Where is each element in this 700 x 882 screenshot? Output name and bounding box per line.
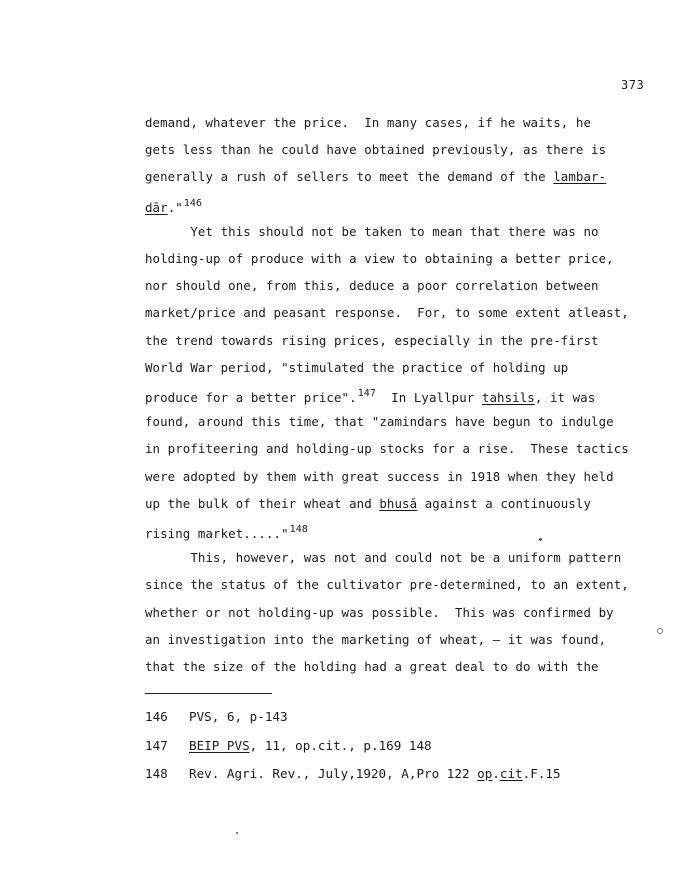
underlined-term: op: [477, 766, 493, 781]
body-line: [145, 253, 614, 265]
body-line: [145, 443, 629, 455]
footnote-separator: [145, 693, 272, 694]
text-run: , 11, op.cit., p.169 148: [249, 737, 432, 753]
body-line: [145, 280, 599, 292]
text-run: that the size of the holding had a great deal to do with the: [145, 659, 599, 674]
scan-speck: [657, 628, 663, 634]
underlined-term: lambar-: [553, 169, 607, 185]
footnote-number: 147: [145, 737, 168, 753]
body-line: [145, 525, 308, 540]
body-line: [145, 117, 591, 129]
footnote-number: 148: [145, 766, 168, 781]
body-line: [145, 359, 569, 375]
footnote: [145, 737, 432, 753]
text-run: an investigation into the marketing of wheat, — it was found,: [145, 631, 607, 647]
text-run: in profiteering and holding-up stocks for a rise. These tactics: [145, 441, 629, 457]
body-line: [145, 552, 621, 564]
footnote: [145, 768, 561, 781]
body-line: [145, 307, 629, 319]
text-run: found, around this time, that "zamindars have begun to indulge: [145, 414, 614, 430]
text-run: .": [167, 199, 183, 215]
text-run: .F.15: [522, 766, 561, 781]
text-run: were adopted by them with great success in 1918 when they held: [145, 468, 614, 484]
text-run: Yet this should not be taken to mean that there was no: [145, 223, 599, 239]
text-run: , it was: [534, 390, 596, 405]
underlined-term: cit: [499, 766, 523, 781]
text-run: produce for a better price".: [145, 390, 357, 405]
body-line: [145, 199, 202, 214]
underlined-term: tahsils: [481, 390, 535, 405]
text-run: since the status of the cultivator pre-determined, to an extent,: [145, 577, 629, 593]
text-run: nor should one, from this, deduce a poor correlation between: [145, 278, 599, 294]
underlined-term: bhusā: [379, 495, 418, 511]
body-line: [145, 495, 592, 511]
underlined-term: dār: [145, 199, 168, 215]
footnote: [145, 711, 288, 724]
text-run: against a continuously: [417, 495, 592, 511]
text-run: rising market.....": [145, 526, 289, 541]
text-run: demand, whatever the price. In many cases, if he waits, he: [145, 115, 592, 130]
body-line: [145, 631, 607, 647]
body-line: [145, 389, 595, 404]
body-line: [145, 604, 614, 620]
text-run: the trend towards rising prices, especially in the pre-first: [145, 332, 599, 348]
underlined-term: BEIP PVS: [189, 737, 250, 753]
text-run: In Lyallpur: [376, 390, 482, 405]
text-run: up the bulk of their wheat and: [145, 495, 380, 511]
scan-speck: [236, 832, 238, 834]
text-run: gets less than he could have obtained previously, as there is: [145, 142, 607, 158]
footnote-reference: 146: [183, 197, 203, 209]
footnote-reference: 147: [357, 388, 377, 399]
body-line: [145, 416, 614, 428]
footnote-number: 146: [145, 709, 168, 724]
page-number: 373: [621, 78, 645, 92]
body-line: [145, 171, 606, 183]
text-run: World War period, "stimulated the practice of holding up: [145, 359, 569, 375]
text-run: Rev. Agri. Rev., July,1920, A,Pro 122: [189, 766, 478, 781]
body-line: [145, 332, 599, 348]
text-run: .: [492, 766, 500, 781]
text-run: holding-up of produce with a view to obtaining a better price,: [145, 251, 614, 266]
footnote-reference: 148: [289, 524, 309, 535]
body-line: [145, 468, 614, 484]
body-line: [145, 223, 599, 239]
text-run: generally a rush of sellers to meet the demand of the: [145, 169, 554, 185]
text-run: PVS, 6, p-143: [189, 709, 288, 724]
body-line: [145, 661, 599, 673]
body-line: [145, 579, 629, 591]
scan-speck: [539, 538, 542, 541]
text-run: whether or not holding-up was possible. This was confirmed by: [145, 604, 614, 620]
body-line: [145, 144, 606, 156]
text-run: market/price and peasant response. For, to some extent atleast,: [145, 305, 629, 321]
text-run: This, however, was not and could not be a uniform pattern: [145, 550, 622, 566]
